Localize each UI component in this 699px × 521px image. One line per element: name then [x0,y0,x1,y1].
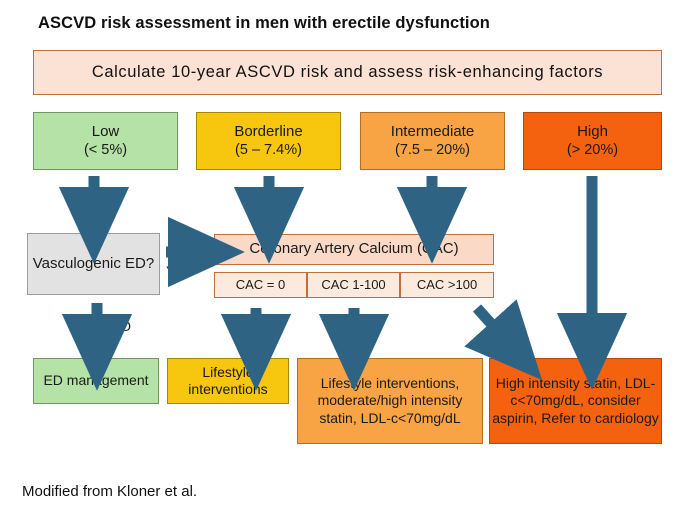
decision-vasculogenic-ed [27,233,160,295]
risk-tier-high [523,112,662,170]
decision-label: Vasculogenic ED? [32,254,155,272]
cac-header-label: Coronary Artery Calcium (CAC) [249,240,459,258]
outcome-ed-management-label: ED management [43,372,149,389]
risk-tier-low [33,112,178,170]
outcome-high-intensity [489,358,662,444]
outcome-ed-management [33,358,159,404]
risk-tier-intermediate-name: Intermediate [390,122,475,140]
branch-label-yes: YES [166,263,195,279]
risk-tier-high-range: (> 20%) [566,141,619,158]
risk-tier-high-name: High [577,122,608,140]
arrow-cac100-to-high [477,308,514,349]
branch-label-no: NO [110,318,131,334]
cac-header [214,234,494,265]
outcome-lifestyle-label: Lifestyle interventions [188,363,268,397]
risk-tier-borderline [196,112,341,170]
cac-option-over-100-label: CAC >100 [416,277,478,293]
outcome-lifestyle-statin [297,358,483,444]
risk-tier-borderline-range: (5 – 7.4%) [235,141,302,158]
outcome-lifestyle [167,358,289,404]
risk-tier-low-range: (< 5%) [83,141,128,158]
risk-tier-borderline-name: Borderline [234,122,303,140]
risk-tier-intermediate [360,112,505,170]
cac-option-1-100 [307,272,400,298]
banner-calculate-risk [33,50,662,95]
cac-option-zero-label: CAC = 0 [235,277,286,293]
outcome-lifestyle-statin-label: Lifestyle interventions, moderate/high intensity statin, LDL-c<70mg/dL [317,375,463,426]
cac-option-over-100 [400,272,494,298]
cac-option-1-100-label: CAC 1-100 [321,277,386,293]
risk-tier-intermediate-range: (7.5 – 20%) [395,141,470,158]
page-title: ASCVD risk assessment in men with erectile dysfunction [38,14,490,32]
banner-label: Calculate 10-year ASCVD risk and assess risk-enhancing factors [91,63,604,82]
outcome-high-intensity-label: High intensity statin, LDL-c<70mg/dL, consider aspirin, Refer to cardiology [492,375,659,426]
risk-tier-low-name: Low [91,122,120,140]
cac-option-zero [214,272,307,298]
source-note: Modified from Kloner et al. [22,483,198,500]
